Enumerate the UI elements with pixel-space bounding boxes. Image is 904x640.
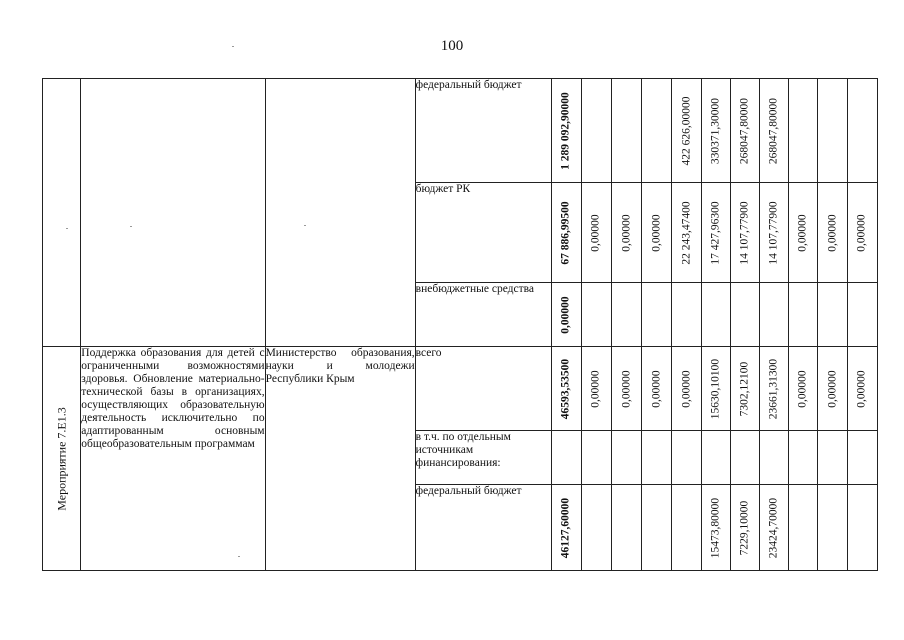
scan-speck	[304, 225, 306, 226]
scan-speck	[238, 556, 240, 557]
year-cell: 268047,80000	[760, 79, 789, 183]
budget-table	[42, 78, 878, 571]
year-cell	[612, 431, 642, 485]
year-cell: 22 243,47400	[672, 183, 701, 283]
year-cell	[730, 431, 759, 485]
year-cell: 0,00000	[789, 347, 818, 431]
event-description: Поддержка образования для детей с ограниченными возможностями здоровья. Обновление материально-технической базы в организациях, осуществляющих образовательную деятельность исключительно по адаптированным основным общеобразовательным программам	[81, 347, 265, 571]
year-cell	[672, 431, 701, 485]
year-cell	[847, 79, 877, 183]
year-cell	[581, 79, 611, 183]
executor-cell-blank	[265, 79, 415, 347]
year-cell: 0,00000	[642, 183, 672, 283]
year-cell	[847, 431, 877, 485]
funding-source: в т.ч. по отдельным источникам финансирования:	[415, 431, 551, 485]
year-cell	[760, 283, 789, 347]
year-cell	[642, 431, 672, 485]
total-cell: 67 886,99500	[551, 183, 581, 283]
year-cell	[818, 79, 847, 183]
year-cell	[581, 283, 611, 347]
event-cell-blank	[43, 79, 81, 347]
year-cell: 7302,12100	[730, 347, 759, 431]
funding-source: федеральный бюджет	[415, 485, 551, 571]
year-cell: 14 107,77900	[730, 183, 759, 283]
year-cell	[730, 283, 759, 347]
year-cell: 330371,30000	[701, 79, 730, 183]
year-cell: 7229,10000	[730, 485, 759, 571]
page-number: 100	[440, 38, 464, 54]
year-cell	[612, 485, 642, 571]
table-row	[43, 347, 878, 431]
year-cell	[818, 431, 847, 485]
year-cell: 0,00000	[581, 183, 611, 283]
event-executor: Министерство образования, науки и молодежи Республики Крым	[265, 347, 415, 571]
funding-source: бюджет РК	[415, 183, 551, 283]
year-cell: 0,00000	[818, 347, 847, 431]
total-cell	[551, 431, 581, 485]
year-cell	[581, 431, 611, 485]
year-cell	[760, 431, 789, 485]
year-cell	[818, 283, 847, 347]
year-cell	[789, 431, 818, 485]
year-cell	[612, 79, 642, 183]
year-cell	[847, 283, 877, 347]
year-cell	[701, 431, 730, 485]
year-cell	[789, 283, 818, 347]
year-cell	[642, 485, 672, 571]
year-cell: 0,00000	[581, 347, 611, 431]
year-cell	[847, 485, 877, 571]
funding-source: всего	[415, 347, 551, 431]
year-cell: 0,00000	[612, 347, 642, 431]
year-cell: 0,00000	[672, 347, 701, 431]
year-cell: 0,00000	[612, 183, 642, 283]
year-cell: 0,00000	[818, 183, 847, 283]
table-row	[43, 79, 878, 183]
year-cell: 15473,80000	[701, 485, 730, 571]
year-cell	[612, 283, 642, 347]
year-cell: 0,00000	[847, 347, 877, 431]
description-cell-blank	[81, 79, 265, 347]
event-code-cell	[43, 347, 81, 571]
year-cell: 17 427,96300	[701, 183, 730, 283]
year-cell: 268047,80000	[730, 79, 759, 183]
total-cell: 46127,60000	[551, 485, 581, 571]
year-cell	[701, 283, 730, 347]
scan-speck	[232, 46, 234, 47]
year-cell: 14 107,77900	[760, 183, 789, 283]
funding-source: федеральный бюджет	[415, 79, 551, 183]
year-cell	[642, 79, 672, 183]
scan-speck	[66, 228, 68, 229]
year-cell: 422 626,00000	[672, 79, 701, 183]
year-cell: 0,00000	[789, 183, 818, 283]
year-cell	[672, 485, 701, 571]
event-code: Мероприятие 7.Е1.3	[54, 406, 69, 511]
funding-source: внебюджетные средства	[415, 283, 551, 347]
year-cell: 23424,70000	[760, 485, 789, 571]
total-cell: 0,00000	[551, 283, 581, 347]
year-cell	[818, 485, 847, 571]
year-cell	[672, 283, 701, 347]
total-cell: 46593,53500	[551, 347, 581, 431]
year-cell	[789, 485, 818, 571]
year-cell: 0,00000	[847, 183, 877, 283]
year-cell: 0,00000	[642, 347, 672, 431]
scan-speck	[130, 226, 132, 227]
year-cell	[581, 485, 611, 571]
year-cell	[789, 79, 818, 183]
year-cell	[642, 283, 672, 347]
year-cell: 23661,31300	[760, 347, 789, 431]
total-cell: 1 289 092,90000	[551, 79, 581, 183]
year-cell: 15630,10100	[701, 347, 730, 431]
